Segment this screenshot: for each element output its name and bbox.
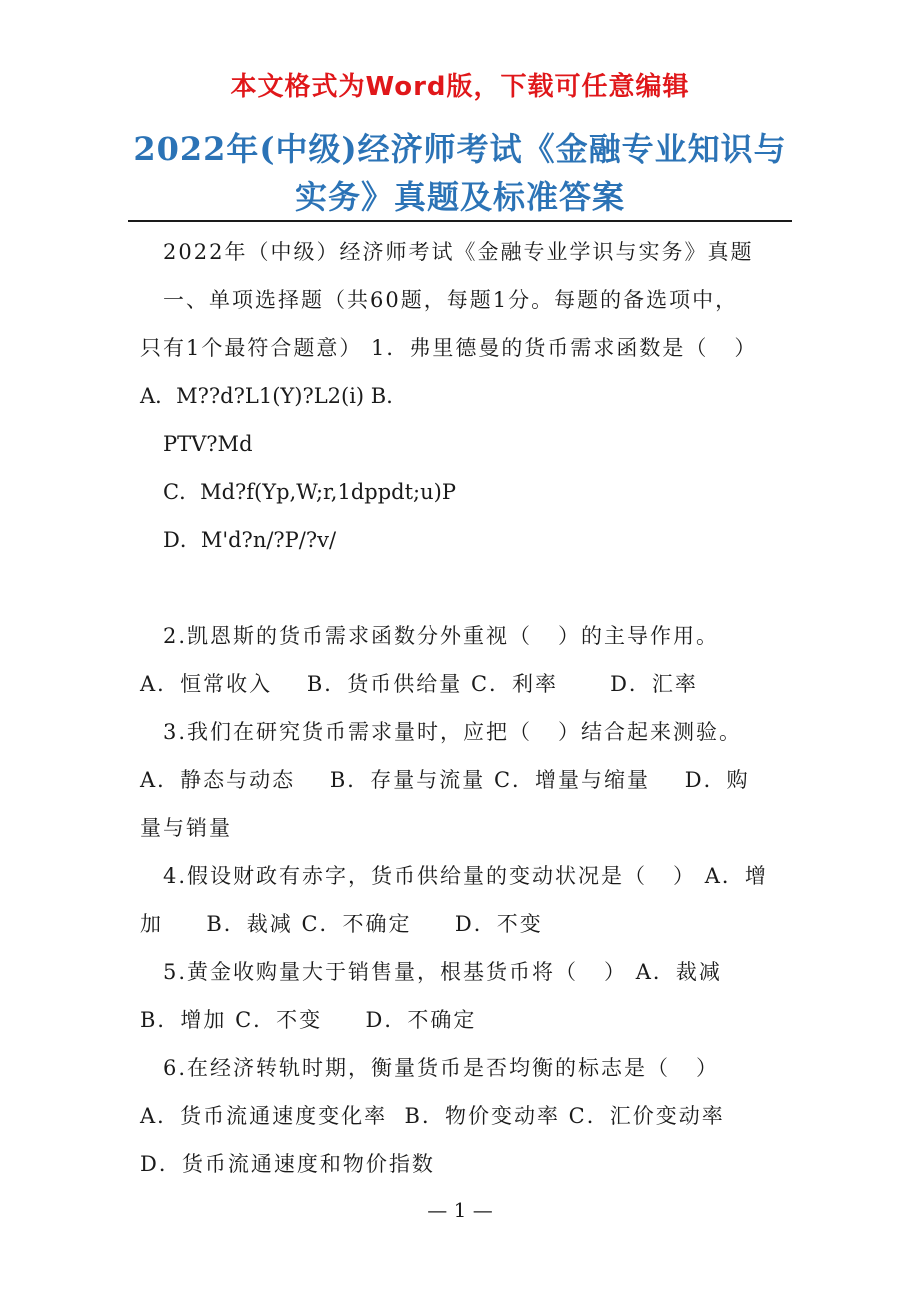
question-6-options-cont: D．货币流通速度和物价指数 [140, 1152, 435, 1176]
question-1-option-ab: A．M??d?L1(Y)?L2(i) B． [140, 384, 408, 408]
question-4-text: 4.假设财政有赤字，货币供给量的变动状况是（ ） A．增 [163, 864, 768, 888]
question-6-options: A．货币流通速度变化率 B．物价变动率 C．汇价变动率 [140, 1104, 725, 1128]
question-6-text: 6.在经济转轨时期，衡量货币是否均衡的标志是（ ） [163, 1056, 720, 1080]
question-1-option-d: D．M'd?n/?P/?v/ [163, 528, 337, 552]
format-notice-banner: 本文格式为Word版，下载可任意编辑 [230, 72, 690, 102]
question-3-options-cont: 量与销量 [140, 816, 232, 840]
page-number: — 1 — [427, 1198, 493, 1222]
question-3-options: A．静态与动态 B．存量与流量 C．增量与缩量 D．购 [140, 768, 750, 792]
title-divider [128, 220, 792, 222]
question-3-text: 3.我们在研究货币需求量时，应把（ ）结合起来测验。 [163, 720, 743, 744]
question-2-options: A．恒常收入 B．货币供给量 C．利率 D．汇率 [140, 672, 698, 696]
question-4-options: 加 B．裁减 C．不确定 D．不变 [140, 912, 543, 936]
question-1-text: 只有1个最符合题意） 1．弗里德曼的货币需求函数是（ ） [140, 336, 758, 360]
question-5-text: 5.黄金收购量大于销售量，根基货币将（ ） A．裁减 [163, 960, 722, 984]
question-2-text: 2.凯恩斯的货币需求函数分外重视（ ）的主导作用。 [163, 624, 720, 648]
section-heading: 一、单项选择题（共60题，每题1分。每题的备选项中， [163, 288, 739, 312]
exam-heading: 2022年（中级）经济师考试《金融专业学识与实务》真题 [163, 240, 754, 264]
document-title-line-2: 实务》真题及标准答案 [294, 178, 625, 216]
document-title-line-1: 2022年(中级)经济师考试《金融专业知识与 [133, 130, 787, 168]
question-5-options: B．增加 C．不变 D．不确定 [140, 1008, 477, 1032]
question-1-option-c: C．Md?f(Yp,W;r,1dppdt;u)P [163, 480, 456, 504]
question-1-formula-b: PTV?Md [163, 432, 253, 456]
